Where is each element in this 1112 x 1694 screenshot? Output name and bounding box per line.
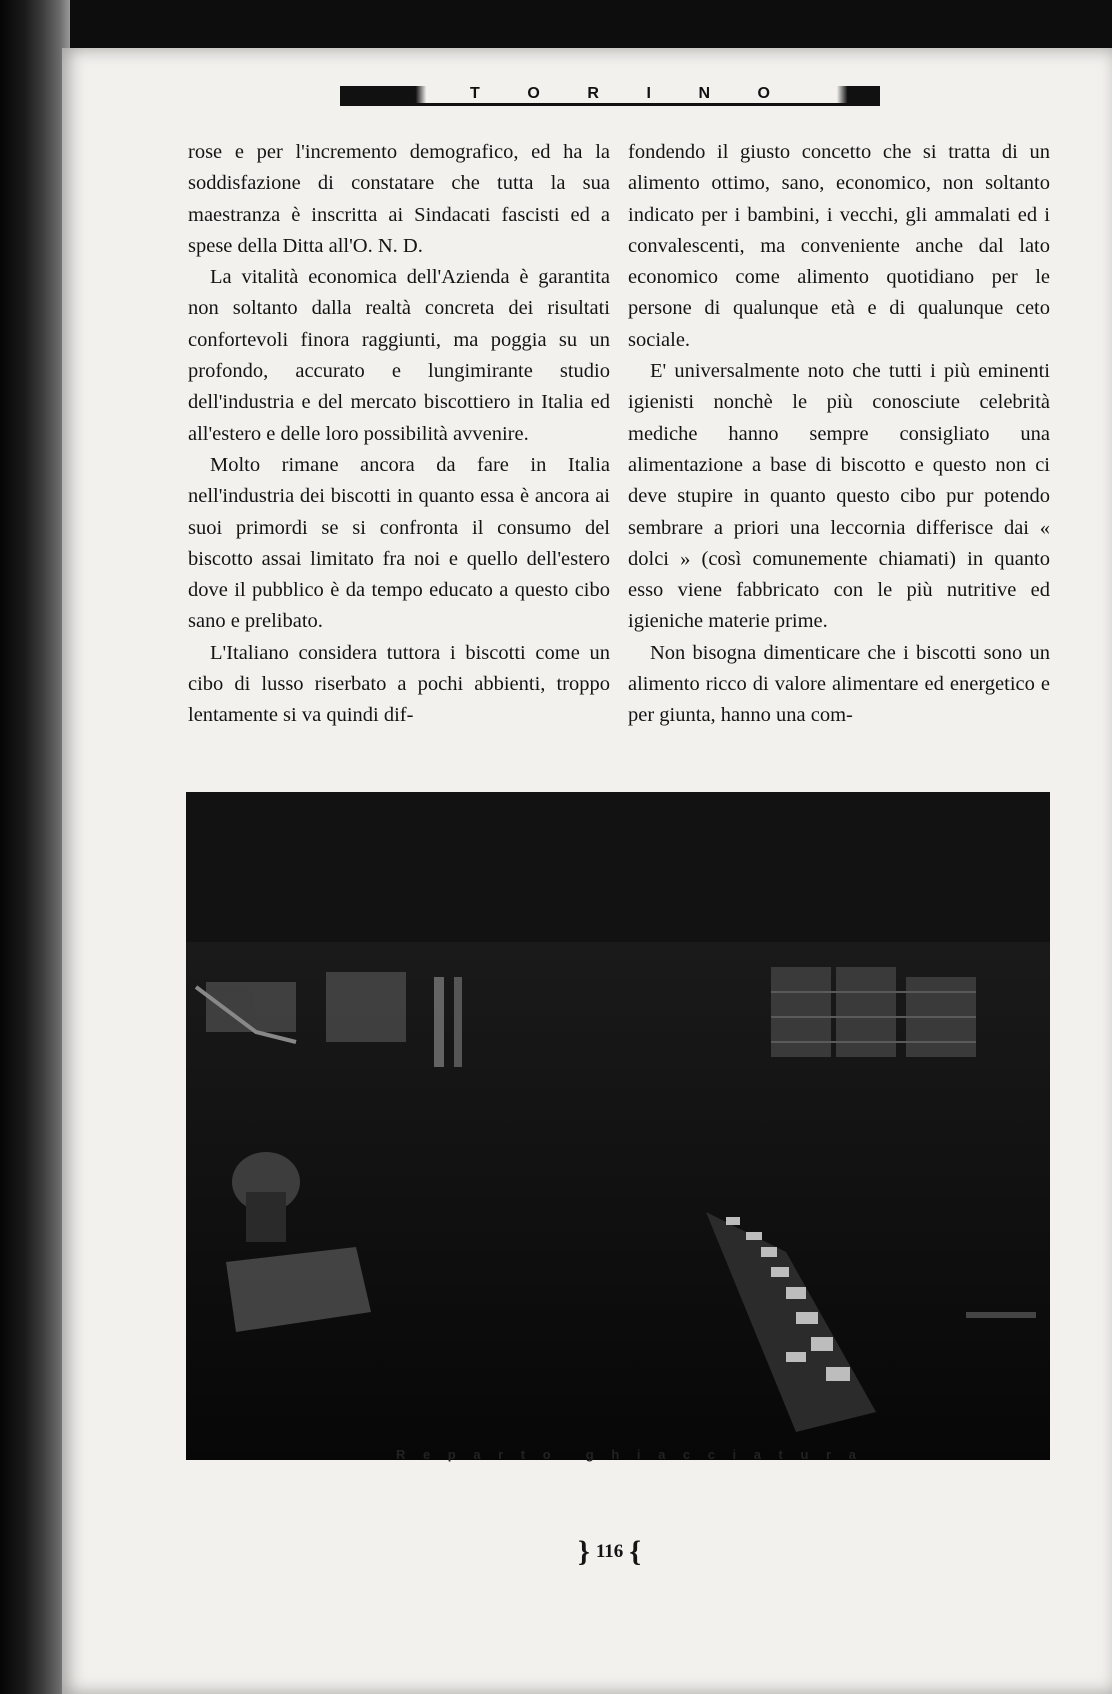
- left-text-column: [188, 137, 610, 732]
- header-letter: O: [757, 85, 770, 102]
- header-letter: N: [698, 85, 710, 102]
- header-letter: T: [470, 85, 480, 102]
- paragraph: rose e per l'incremento demografico, ed ha la soddisfazione di constatare che tutta la sua maestranza è inscritta ai Sindacati fascisti ed a spese della Ditta all'O. N. D.: [188, 141, 610, 257]
- factory-photo-illustration: [186, 792, 1050, 1460]
- caption-letter: a: [658, 1447, 666, 1462]
- caption-letter: a: [848, 1447, 856, 1462]
- caption-letter: o: [542, 1447, 551, 1462]
- header-letter: R: [587, 85, 599, 102]
- running-header-title: [470, 84, 770, 104]
- page-ornament-right: {: [629, 1535, 642, 1568]
- caption-letter: p: [447, 1447, 456, 1462]
- paragraph: Molto rimane ancora da fare in Italia nell'industria dei biscotti in quanto essa è ancora ai suoi primordi se si confronta il consumo del biscotto assai limitato fra noi e quello dell'estero dove il pubblico è da tempo educato a questo cibo sano e prelibato.: [188, 453, 610, 633]
- caption-letter: c: [707, 1447, 715, 1462]
- caption-letter: h: [611, 1447, 620, 1462]
- paragraph: L'Italiano considera tuttora i biscotti come un cibo di lusso riserbato a pochi abbienti, troppo lentamente si va quindi dif-: [188, 641, 610, 727]
- right-text-column: [628, 137, 1050, 732]
- paragraph: E' universalmente noto che tutti i più eminenti igienisti nonchè le più conosciute celebrità mediche hanno sempre consigliato una alimentazione a base di biscotto e questo non ci deve stupire in quanto questo cibo pur potendo sembrare a priori una leccornia differisce dai « dolci » (così comunemente chiamati) in quanto esso viene fabbricato con le più nutritive ed igieniche materie prime.: [628, 360, 1050, 633]
- paragraph: La vitalità economica dell'Azienda è garantita non soltanto dalla realtà concreta dei risultati confortevoli finora raggiunti, ma poggia su un profondo, accurato e lungimirante studio dell'industria e del mercato biscottiero in Italia ed all'estero e delle loro possibilità avvenire.: [188, 266, 610, 445]
- caption-letter: t: [778, 1447, 783, 1462]
- caption-letter: i: [732, 1447, 737, 1462]
- factory-photograph: [186, 792, 1050, 1460]
- paragraph: fondendo il giusto concetto che si tratta di un alimento ottimo, sano, economico, non soltanto indicato per i bambini, i vecchi, gli ammalati ed i convalescenti, ma conveniente anche dal lato economico come alimento quotidiano per le persone di qualunque età e di qualunque ceto sociale.: [628, 141, 1050, 351]
- caption-letter: u: [800, 1447, 809, 1462]
- caption-letter: g: [585, 1447, 594, 1462]
- page-ornament-left: }: [578, 1535, 590, 1568]
- caption-letter: R: [396, 1447, 406, 1462]
- caption-letter: a: [473, 1447, 481, 1462]
- caption-letter: c: [682, 1447, 691, 1462]
- book-binding-shadow: [0, 0, 70, 1694]
- header-letter: I: [646, 85, 651, 102]
- paragraph: Non bisogna dimenticare che i biscotti sono un alimento ricco di valore alimentare ed energetico e per giunta, hanno una com-: [628, 641, 1050, 727]
- caption-letter: r: [498, 1447, 504, 1462]
- caption-letter: e: [422, 1447, 431, 1462]
- page-number: [578, 1532, 641, 1572]
- caption-letter: i: [636, 1447, 641, 1462]
- header-letter: O: [527, 85, 540, 102]
- caption-letter: t: [520, 1447, 526, 1462]
- caption-letter: a: [753, 1447, 761, 1462]
- caption-letter: r: [825, 1447, 832, 1462]
- page-number-value: 116: [595, 1541, 624, 1562]
- photo-caption: [396, 1447, 856, 1467]
